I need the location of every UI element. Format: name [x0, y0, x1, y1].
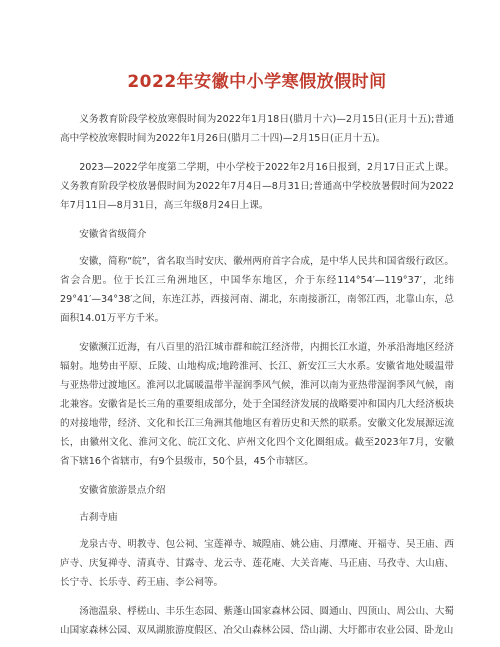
paragraph-temple-list: 龙泉古寺、明教寺、包公祠、宝莲禅寺、城隍庙、姚公庙、月潭庵、开福寺、吴王庙、西庐寺、庆复禅寺、清真寺、甘露寺、龙云寺、莲花庵、大关音庵、马正庙、马孜寺、大山庙、长宁寺、长乐寺、药王庙、李公祠等。 [60, 539, 454, 588]
heading-temples: 古刹寺庙 [79, 512, 118, 523]
heading-province-intro: 安徽省省级简介 [79, 229, 147, 240]
paragraph-province-geography: 安徽濒江近海，有八百里的沿江城市群和皖江经济带，内拥长江水道，外承沿海地区经济辐射。地势由平原、丘陵、山地构成;地跨淮河、长江、新安江三大水系。安徽省地处暖温带与亚热带过渡地区。淮河以北属暖温带半湿润季风气候，淮河以南为亚热带湿润季风气候，南北兼容。安徽省是长三角的重要组成部分，处于全国经济发展的战略要冲和国内几大经济板块的对接地带，经济、文化和长江三角洲其他地区有着历史和天然的联系。安徽文化发展源远流长，由徽州文化、淮河文化、皖江文化、庐州文化四个文化圈组成。截至2023年7月，安徽省下辖16个省辖市，有9个县级市，50个县，45个市辖区。 [60, 342, 454, 467]
paragraph-scenic-list: 汤池温泉、桴槎山、丰乐生态园、紫蓬山国家森林公园、圆通山、四顶山、周公山、大蜀山国家森林公园、双凤湖旅游度假区、冶父山森林公园、岱山湖、大圩都市农业公园、卧龙山 [60, 606, 454, 636]
heading-tourism: 安徽省旅游景点介绍 [79, 485, 166, 496]
paragraph-province-overview: 安徽，简称“皖”，省名取当时安庆、徽州两府首字合成，是中华人民共和国省级行政区。省会合肥。位于长江三角洲地区，中国华东地区，介于东经114°54′—119°37′，北纬29°41′—34°38′之间，东连江苏，西接河南、湖北，东南接浙江，南邻江西，北靠山东，总面积14.01万平方千米。 [60, 256, 454, 324]
paragraph-winter-break: 义务教育阶段学校放寒假时间为2022年1月18日(腊月十六)—2月15日(正月十五);普通高中学校放寒假时间为2022年1月26日(腊月二十四)—2月15日(正月十五)。 [60, 114, 454, 144]
page-title: 2022年安徽中小学寒假放假时间 [127, 72, 387, 92]
paragraph-summer-break: 2023—2022学年度第二学期，中小学校于2022年2月16日报到，2月17日正式上课。义务教育阶段学校放暑假时间为2022年7月4日—8月31日;普通高中学校放暑假时间为2022年7月11日—8月31日，高三年级8月24日上课。 [60, 162, 454, 211]
document-body [60, 110, 454, 640]
